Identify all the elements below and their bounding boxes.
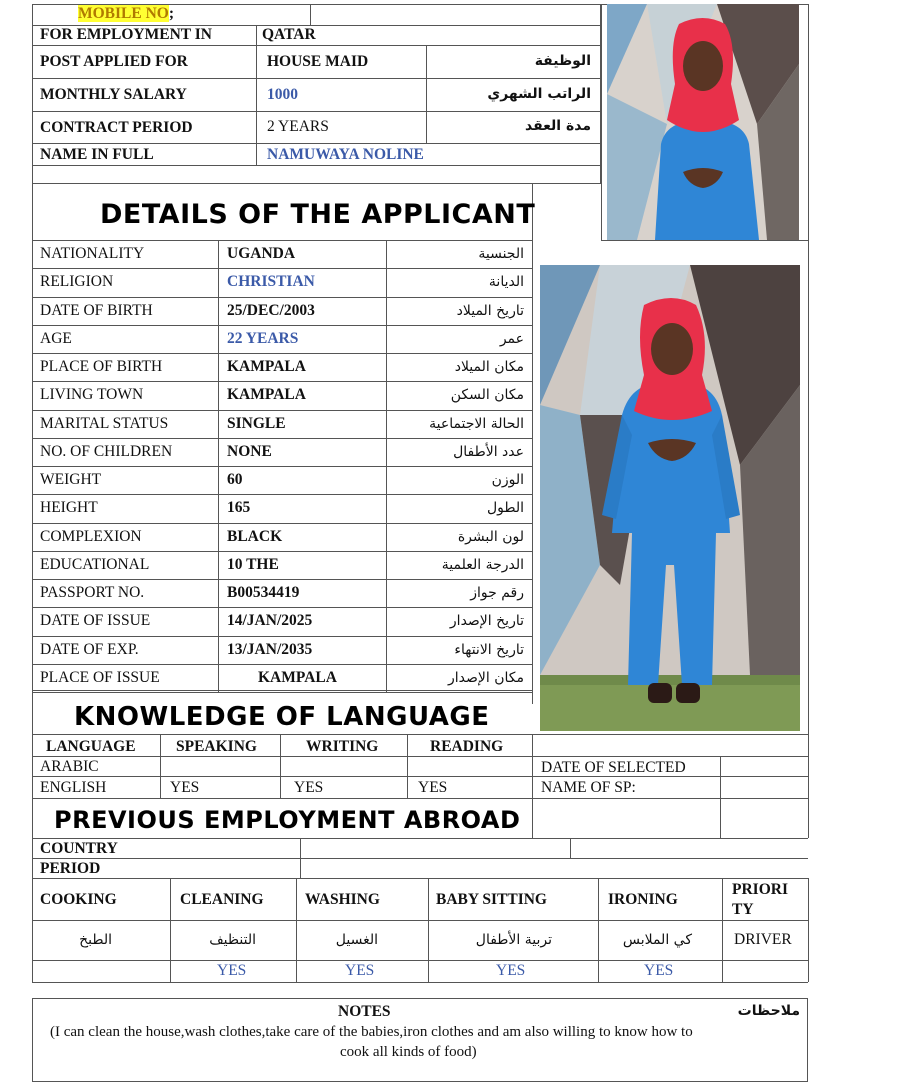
skill-ironing-label: IRONING [608,891,678,908]
applicant-row-value: B00534419 [227,584,300,601]
applicant-row-value: BLACK [227,528,283,545]
applicant-row-value: 10 THE [227,556,279,573]
applicant-row-label: HEIGHT [40,499,98,516]
notes-line-2: cook all kinds of food) [340,1044,477,1060]
notes-arabic: ملاحظات [737,1003,800,1019]
skill-babysitting-value: YES [496,962,526,979]
applicant-row-label: PLACE OF BIRTH [40,358,163,375]
employment-value: QATAR [262,26,316,43]
contract-arabic: مدة العقد [524,118,591,134]
applicant-row-label: DATE OF EXP. [40,641,139,658]
applicant-row-arabic: الطول [486,500,524,516]
lang-english-reading: YES [418,779,448,796]
applicant-row-value: 165 [227,499,251,516]
notes-line-1: (I can clean the house,wash clothes,take care of the babies,iron clothes and am also willing to know how to [50,1024,693,1040]
name-label: NAME IN FULL [40,146,154,163]
applicant-row-arabic: عدد الأطفال [453,444,524,460]
period-label: PERIOD [40,860,101,877]
lang-arabic: ARABIC [40,758,99,775]
applicant-row-arabic: مكان السكن [450,387,524,403]
applicant-row-value: NONE [227,443,272,460]
language-heading: KNOWLEDGE OF LANGUAGE [74,702,490,732]
applicant-row-arabic: مكان الإصدار [448,670,524,686]
applicant-row-arabic: تاريخ الميلاد [456,303,524,319]
salary-value: 1000 [267,86,298,103]
post-value: HOUSE MAID [267,53,369,70]
skill-cooking-label: COOKING [40,891,117,908]
contract-label: CONTRACT PERIOD [40,119,193,136]
applicant-row-value: CHRISTIAN [227,273,315,290]
skill-cooking-arabic: الطبخ [79,932,112,948]
applicant-row-label: RELIGION [40,273,114,290]
applicant-row-arabic: الوزن [491,472,524,488]
lang-header-language: LANGUAGE [46,738,136,755]
lang-english-speaking: YES [170,779,200,796]
applicant-row-label: NATIONALITY [40,245,145,262]
skill-washing-arabic: الغسيل [335,932,378,948]
post-label: POST APPLIED FOR [40,53,188,70]
name-sp-label: NAME OF SP: [541,779,636,796]
applicant-row-label: NO. OF CHILDREN [40,443,173,460]
skill-ironing-arabic: كي الملابس [622,932,692,948]
applicant-row-arabic: تاريخ الانتهاء [454,642,524,658]
applicant-row-arabic: الجنسية [478,246,524,262]
applicant-row-label: AGE [40,330,72,347]
country-label: COUNTRY [40,840,118,857]
applicant-photo-full [540,265,800,731]
skill-ironing-value: YES [644,962,674,979]
applicant-row-value: 14/JAN/2025 [227,612,313,629]
applicant-row-arabic: مكان الميلاد [454,359,524,375]
applicant-row-value: 60 [227,471,243,488]
notes-title: NOTES [338,1003,391,1020]
applicant-row-label: PASSPORT NO. [40,584,145,601]
applicant-row-label: PLACE OF ISSUE [40,669,160,686]
priority-label-1: PRIORI [732,881,788,898]
salary-arabic: الراتب الشهري [487,86,591,102]
applicant-row-label: LIVING TOWN [40,386,144,403]
skill-cleaning-arabic: التنظيف [209,932,256,948]
skill-cleaning-value: YES [217,962,247,979]
date-selected-label: DATE OF SELECTED [541,759,686,776]
applicant-row-arabic: لون البشرة [457,529,524,545]
applicant-row-label: WEIGHT [40,471,102,488]
applicant-photo-portrait [607,4,799,240]
priority-value: DRIVER [734,931,792,948]
applicant-row-value: KAMPALA [227,358,306,375]
skill-babysitting-label: BABY SITTING [436,891,547,908]
applicant-row-arabic: الديانة [488,274,524,290]
priority-label-2: TY [732,901,754,918]
skill-washing-label: WASHING [305,891,380,908]
applicant-row-label: DATE OF ISSUE [40,612,151,629]
skill-washing-value: YES [345,962,375,979]
skill-babysitting-arabic: تربية الأطفال [475,932,552,948]
lang-english-writing: YES [294,779,324,796]
applicant-row-value: UGANDA [227,245,296,262]
salary-label: MONTHLY SALARY [40,86,187,103]
applicant-row-arabic: الدرجة العلمية [441,557,524,573]
name-value: NAMUWAYA NOLINE [267,146,424,163]
applicant-row-value: KAMPALA [258,669,337,686]
applicant-row-label: MARITAL STATUS [40,415,169,432]
lang-header-writing: WRITING [306,738,379,755]
applicant-row-arabic: الحالة الاجتماعية [429,416,524,432]
lang-header-speaking: SPEAKING [176,738,257,755]
mobile-label: MOBILE NO; [78,5,175,22]
post-arabic: الوظيفة [534,53,591,69]
applicant-row-label: COMPLEXION [40,528,142,545]
employment-label: FOR EMPLOYMENT IN [40,26,212,43]
lang-header-reading: READING [430,738,504,755]
applicant-row-value: 22 YEARS [227,330,299,347]
applicant-row-label: DATE OF BIRTH [40,302,153,319]
applicant-row-value: 25/DEC/2003 [227,302,315,319]
applicant-row-arabic: رقم جواز [470,585,524,601]
applicant-row-value: SINGLE [227,415,286,432]
skill-cleaning-label: CLEANING [180,891,264,908]
applicant-row-arabic: تاريخ الإصدار [449,613,524,629]
applicant-row-value: KAMPALA [227,386,306,403]
previous-heading: PREVIOUS EMPLOYMENT ABROAD [54,806,521,834]
applicant-row-label: EDUCATIONAL [40,556,150,573]
applicant-row-arabic: عمر [499,331,524,347]
applicant-heading: DETAILS OF THE APPLICANT [100,199,536,230]
lang-english: ENGLISH [40,779,107,796]
contract-value: 2 YEARS [267,118,329,135]
applicant-row-value: 13/JAN/2035 [227,641,313,658]
